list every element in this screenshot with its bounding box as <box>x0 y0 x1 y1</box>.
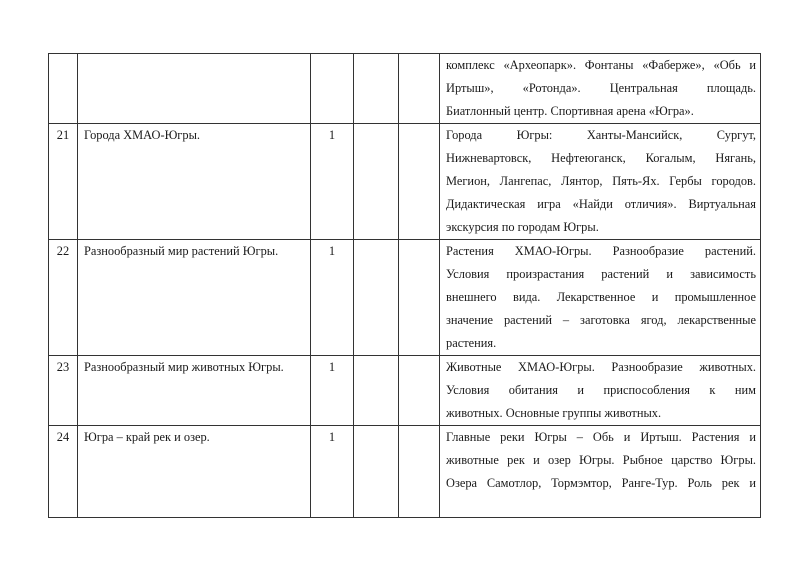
table-row <box>49 240 761 356</box>
empty-cell <box>399 240 440 356</box>
empty-cell <box>354 356 399 426</box>
empty-cell <box>354 426 399 518</box>
lesson-number: 21 <box>49 124 78 240</box>
empty-cell <box>399 124 440 240</box>
lesson-content <box>440 426 761 518</box>
empty-cell <box>399 426 440 518</box>
content-line: комплекс «Археопарк». Фонтаны «Фаберже», «Обь и <box>446 58 756 72</box>
table-row <box>49 124 761 240</box>
lesson-number: 24 <box>49 426 78 518</box>
content-line: растения. <box>446 336 497 350</box>
content-line: животных. Основные группы животных. <box>446 406 662 420</box>
content-line: Животные ХМАО-Югры. Разнообразие животных. <box>446 360 756 374</box>
content-line: Растения ХМАО-Югры. Разнообразие растений. <box>446 244 756 258</box>
lesson-hours <box>311 54 354 124</box>
content-line: значение растений – заготовка ягод, лекарственные <box>446 313 756 327</box>
empty-cell <box>354 54 399 124</box>
content-line: Озера Самотлор, Тормэмтор, Ранге-Тур. Роль рек и <box>446 476 756 490</box>
lesson-topic: Разнообразный мир животных Югры. <box>78 356 311 426</box>
content-line: Биатлонный центр. Спортивная арена «Югра». <box>446 104 694 118</box>
content-line: Условия обитания и приспособления к ним <box>446 383 756 397</box>
empty-cell <box>399 54 440 124</box>
lesson-number: 22 <box>49 240 78 356</box>
empty-cell <box>354 240 399 356</box>
lesson-content <box>440 54 761 124</box>
content-line: Иртыш», «Ротонда». Центральная площадь. <box>446 81 756 95</box>
table-row <box>49 426 761 518</box>
content-line: внешнего вида. Лекарственное и промышленное <box>446 290 756 304</box>
content-line: Дидактическая игра «Найди отличия». Виртуальная <box>446 197 756 211</box>
empty-cell <box>354 124 399 240</box>
content-line: Нижневартовск, Нефтеюганск, Когалым, Нягань, <box>446 151 756 165</box>
lesson-topic: Разнообразный мир растений Югры. <box>78 240 311 356</box>
lesson-content <box>440 356 761 426</box>
content-line: Условия произрастания растений и зависимость <box>446 267 756 281</box>
content-line: экскурсия по городам Югры. <box>446 220 599 234</box>
curriculum-table <box>48 53 761 518</box>
lesson-number: 23 <box>49 356 78 426</box>
lesson-topic: Города ХМАО-Югры. <box>78 124 311 240</box>
lesson-content <box>440 124 761 240</box>
lesson-content <box>440 240 761 356</box>
lesson-topic <box>78 54 311 124</box>
table-row <box>49 356 761 426</box>
content-line: Города Югры: Ханты-Мансийск, Сургут, <box>446 128 756 142</box>
empty-cell <box>399 356 440 426</box>
lesson-hours: 1 <box>311 426 354 518</box>
content-line: Главные реки Югры – Обь и Иртыш. Растения и <box>446 430 756 444</box>
lesson-hours: 1 <box>311 124 354 240</box>
content-line: Мегион, Лангепас, Лянтор, Пять-Ях. Гербы городов. <box>446 174 756 188</box>
table-row <box>49 54 761 124</box>
lesson-hours: 1 <box>311 356 354 426</box>
lesson-number <box>49 54 78 124</box>
content-line: животные рек и озер Югры. Рыбное царство Югры. <box>446 453 756 467</box>
lesson-hours: 1 <box>311 240 354 356</box>
lesson-topic: Югра – край рек и озер. <box>78 426 311 518</box>
